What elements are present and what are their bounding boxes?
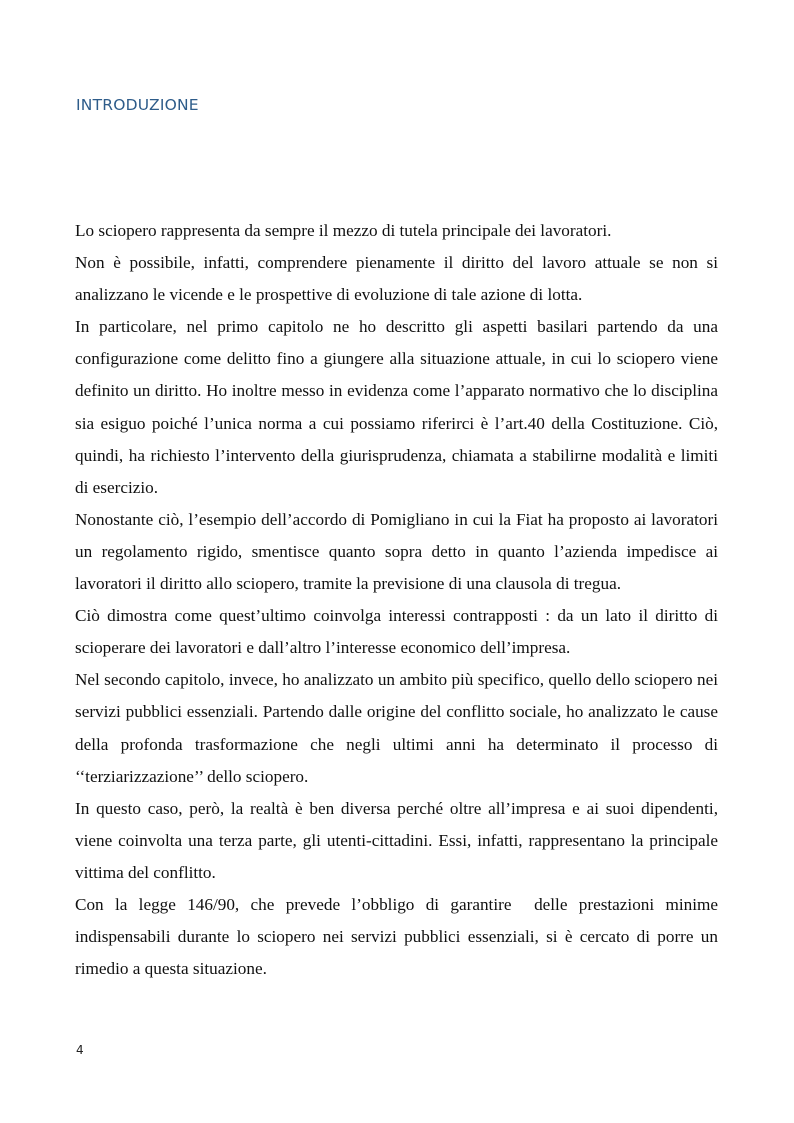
- paragraph: Nonostante ciò, l’esempio dell’accordo di Pomigliano in cui la Fiat ha proposto ai lavoratori un regolamento rigido, smentisce quanto sopra detto in quanto l’azienda impedisce ai lavoratori il diritto allo sciopero, tramite la previsione di una clausola di tregua.: [75, 509, 718, 594]
- paragraph: Con la legge 146/90, che prevede l’obbligo di garantire delle prestazioni minime indispensabili durante lo sciopero nei servizi pubblici essenziali, si è cercato di porre un rimedio a questa situazione.: [75, 894, 723, 979]
- page-number: 4: [76, 1043, 84, 1057]
- paragraph: In questo caso, però, la realtà è ben diversa perché oltre all’impresa e ai suoi dipendenti, viene coinvolta una terza parte, gli utenti-cittadini. Essi, infatti, rappresentano la principale vittima del conflitto.: [75, 798, 718, 882]
- paragraph: Lo sciopero rappresenta da sempre il mezzo di tutela principale dei lavoratori.: [75, 221, 612, 240]
- paragraph: Ciò dimostra come quest’ultimo coinvolga interessi contrapposti : da un lato il diritto di scioperare dei lavoratori e dall’altro l’interesse economico dell’impresa.: [75, 606, 718, 658]
- paragraph: Nel secondo capitolo, invece, ho analizzato un ambito più specifico, quello dello sciopero nei servizi pubblici essenziali. Partendo dalle origine del conflitto sociale, ho analizzato le cause della profonda trasformazione che negli ultimi anni ha determinato il processo di ‘‘terziarizzazione’’ dello sciopero.: [75, 670, 744, 786]
- section-heading: INTRODUZIONE: [76, 96, 199, 114]
- paragraph: In particolare, nel primo capitolo ne ho descritto gli aspetti basilari partendo da una configurazione come delitto fino a giungere alla situazione attuale, in cui lo sciopero viene definito un diritto. Ho inoltre messo in evidenza come l’apparato normativo che lo disciplina sia esiguo poiché l’unica norma a cui possiamo riferirci è l’art.40 della Costituzione. Ciò, quindi, ha richiesto l’intervento della giurisprudenza, chiamata a stabilirne modalità e limiti di esercizio.: [75, 317, 718, 497]
- paragraph: Non è possibile, infatti, comprendere pienamente il diritto del lavoro attuale se non si analizzano le vicende e le prospettive di evoluzione di tale azione di lotta.: [75, 253, 718, 305]
- body-text: [75, 215, 744, 985]
